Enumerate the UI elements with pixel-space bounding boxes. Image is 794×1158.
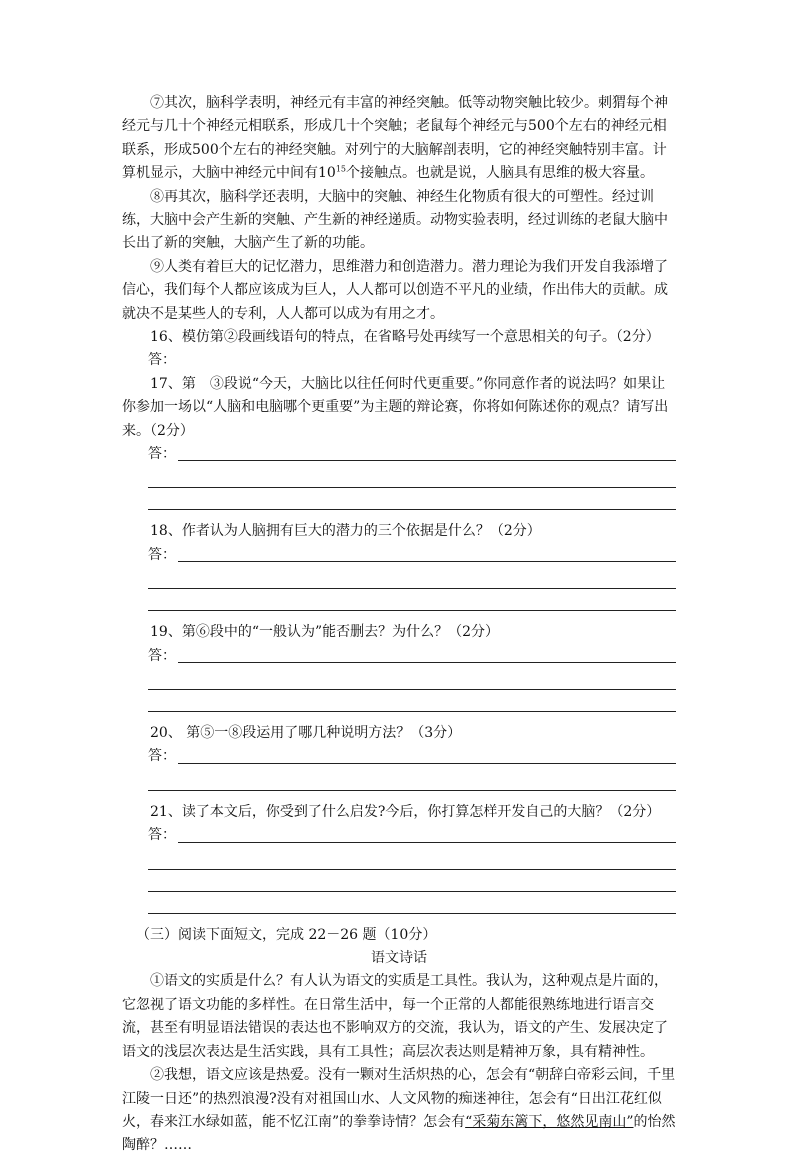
answer-label: 答： — [148, 827, 176, 844]
answer-blank[interactable] — [148, 567, 676, 589]
answer-blank[interactable] — [148, 870, 676, 892]
answer-line-18[interactable] — [148, 544, 676, 567]
answer-blank[interactable] — [148, 690, 676, 712]
question-19: 19、第⑥段中的“一般认为”能否删去？为什么？（2分） — [150, 624, 500, 641]
paragraph-7: ⑦其次，脑科学表明，神经元有丰富的神经突触。低等动物突触比较少。刺猬每个神经元与几十个神经元相联系，形成几十个突触；老鼠每个神经元与500个左右的神经元相联系，形成500个左右的神经突触。对列宁的大脑解剖表明，它的神经突触特别丰富。计算机显示，大脑中神经元中间有$10^{15}$个接触点。也就是说，人脑具有思维的极大容量。 — [122, 95, 668, 182]
answer-blank[interactable] — [148, 466, 676, 488]
answer-blank[interactable] — [148, 488, 676, 510]
answer-label: 答： — [148, 352, 176, 369]
answer-label: 答： — [148, 748, 176, 765]
exponent: 15 — [335, 164, 347, 174]
answer-blank[interactable] — [148, 589, 676, 611]
answer-line-20[interactable] — [148, 745, 676, 768]
section-3-paragraph-2: ②我想，语文应该是热爱。没有一颗对生活炽热的心，怎会有“朝辞白帝彩云间，千里江陵一日还”的热烈浪漫?没有对祖国山水、人文风物的痴迷神往，怎会有“日出江花红似火，春来江水绿如蓝，能不忆江南”的拳拳诗情？怎会有“采菊东篱下，悠然见南山”的怡然陶醉？…… — [122, 1067, 676, 1154]
answer-label: 答： — [148, 647, 176, 664]
answer-blank[interactable] — [148, 848, 676, 870]
question-20: 20、 第⑤一⑧段运用了哪几种说明方法？（3分） — [150, 725, 462, 742]
answer-label: 答： — [148, 446, 176, 463]
section-3-paragraph-1: ①语文的实质是什么？有人认为语文的实质是工具性。我认为，这种观点是片面的，它忽视了语文功能的多样性。在日常生活中，每一个正常的人都能很熟练地进行语言交流，甚至有明显语法错误的表达也不影响双方的交流，我认为，语文的产生、发展决定了语文的浅层次表达是生活实践，具有工具性；高层次表达则是精神万象，具有精神性。 — [122, 973, 668, 1060]
question-16: 16、模仿第②段画线语句的特点，在省略号处再续写一个意思相关的句子。（2分） — [150, 329, 660, 346]
answer-line-21[interactable] — [148, 824, 676, 847]
exam-page — [122, 92, 676, 1158]
answer-blank[interactable] — [148, 769, 676, 791]
question-18: 18、作者认为人脑拥有巨大的潜力的三个依据是什么？（2分） — [150, 523, 541, 540]
paragraph-9: ⑨人类有着巨大的记忆潜力，思维潜力和创造潜力。潜力理论为我们开发自我添增了信心，我们每个人都应该成为巨人，人人都可以创造不平凡的业绩，作出伟大的贡献。成就决不是某些人的专利，人人都可以成为有用之才。 — [122, 258, 668, 322]
question-21: 21、读了本文后，你受到了什么启发?今后，你打算怎样开发自己的大脑？（2分） — [150, 803, 661, 820]
answer-blank[interactable] — [148, 668, 676, 690]
answer-blank[interactable] — [148, 892, 676, 914]
answer-line-19[interactable] — [148, 645, 676, 668]
underlined-quote: “采菊东篱下，悠然见南山” — [465, 1113, 634, 1130]
question-17: 17、第 ③段说“今天，大脑比以往任何时代更重要。”你同意作者的说法吗？如果让你参加一场以“人脑和电脑哪个更重要”为主题的辩论赛，你将如何陈述你的观点？请写出来。（2分） — [122, 375, 669, 439]
section-3-heading: （三）阅读下面短文，完成 22－26 题（10分） — [136, 926, 437, 943]
paragraph-8: ⑧再其次，脑科学还表明，大脑中的突触、神经生化物质有很大的可塑性。经过训练，大脑中会产生新的突触、产生新的神经递质。动物实验表明，经过训练的老鼠大脑中长出了新的突触，大脑产生了新的功能。 — [122, 188, 668, 252]
answer-label: 答： — [148, 546, 176, 563]
answer-line-16 — [148, 349, 676, 372]
answer-line-17[interactable] — [148, 443, 676, 466]
article-title: 语文诗话 — [371, 950, 427, 967]
